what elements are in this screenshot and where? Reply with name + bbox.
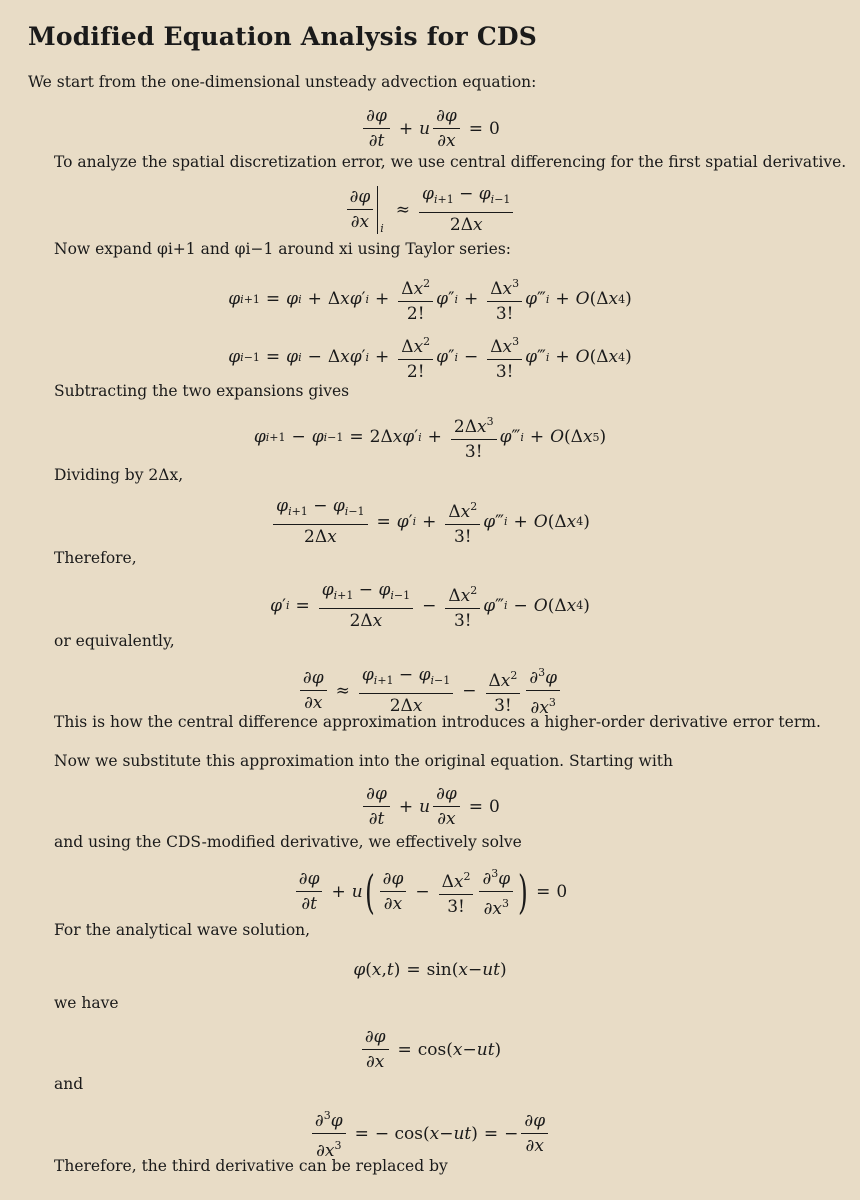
equation-divided: $\frac{\varphi_{i+1} - \varphi_{i-1}}{2\Delta x}$ = φ ′ i + $\frac{\Delta x^2}{3!}$ φ ‴ i + O (Δ x 4 ) xyxy=(0,496,860,547)
paragraph-cds-modified: and using the CDS-modified derivative, we effectively solve xyxy=(54,833,522,851)
equation-advection-repeat: $\frac{\partial\varphi}{\partial t}$ + u $\frac{\partial\varphi}{\partial x}$ = 0 xyxy=(0,784,860,829)
paragraph-therefore-1: Therefore, xyxy=(54,549,137,567)
equation-central-difference: $\frac{\partial\varphi}{\partial x}$ i ≈ $\frac{\varphi_{i+1} - \varphi_{i-1}}{2\Delta x}$ xyxy=(0,184,860,235)
paragraph-dividing: Dividing by 2Δx, xyxy=(54,466,184,484)
paragraph-intro: We start from the one-dimensional unsteady advection equation: xyxy=(28,73,537,91)
paragraph-error-term: This is how the central difference approximation introduces a higher-order derivative error term. xyxy=(54,713,821,731)
equation-advection: $\frac{\partial\varphi}{\partial t}$ + u $\frac{\partial\varphi}{\partial x}$ = 0 xyxy=(0,106,860,151)
paragraph-we-have: we have xyxy=(54,994,119,1012)
equation-difference: φ i+1 − φ i−1 = 2Δ xφ ′ i + $\frac{2\Delta x^3}{3!}$ φ ‴ i + O (Δ x 5 ) xyxy=(0,412,860,462)
equation-equivalent: $\frac{\partial\varphi}{\partial x}$ ≈ $\frac{\varphi_{i+1} - \varphi_{i-1}}{2\Delta x}$ − $\frac{\Delta x^2}{3!}$ $\frac{\partial^3\varphi}{\partial x^3}$ xyxy=(0,663,860,718)
equation-taylor-minus: φ i−1 = φ i − Δ xφ ′ i + $\frac{\Delta x^2}{2!}$ φ ″ i − $\frac{\Delta x^3}{3!}$ φ ‴ i + O (Δ x 4 ) xyxy=(0,332,860,382)
equation-first-derivative: $\frac{\partial\varphi}{\partial x}$ = cos( x − ut ) xyxy=(0,1027,860,1072)
paragraph-third-derivative-replaced: Therefore, the third derivative can be replaced by xyxy=(54,1157,448,1175)
paragraph-equivalently: or equivalently, xyxy=(54,632,175,650)
paragraph-substitute: Now we substitute this approximation into the original equation. Starting with xyxy=(54,752,673,770)
paragraph-taylor: Now expand φi+1 and φi−1 around xi using Taylor series: xyxy=(54,240,511,258)
equation-third-derivative: $\frac{\partial^3\varphi}{\partial x^3}$ = − cos( x − ut ) = − $\frac{\partial\varphi}{\partial x}$ xyxy=(0,1106,860,1161)
paragraph-subtracting: Subtracting the two expansions gives xyxy=(54,382,350,400)
equation-modified: $\frac{\partial\varphi}{\partial t}$ + u ( $\frac{\partial\varphi}{\partial x}$ − $\frac{\Delta x^2}{3!}$ $\frac{\partial^3\varphi}{\partial x^3}$ ) = 0 xyxy=(0,864,860,919)
equation-wave-solution: φ ( x , t ) = sin( x − ut ) xyxy=(353,960,507,980)
equation-taylor-plus: φ i+1 = φ i + Δ xφ ′ i + $\frac{\Delta x^2}{2!}$ φ ″ i + $\frac{\Delta x^3}{3!}$ φ ‴ i + O (Δ x 4 ) xyxy=(0,274,860,324)
paragraph-and: and xyxy=(54,1075,84,1093)
paragraph-wave-solution: For the analytical wave solution, xyxy=(54,921,311,939)
page-title: Modified Equation Analysis for CDS xyxy=(28,22,538,51)
paragraph-central-differencing: To analyze the spatial discretization error, we use central differencing for the first spatial derivative. xyxy=(54,153,847,171)
equation-phi-prime: φ ′ i = $\frac{\varphi_{i+1} - \varphi_{i-1}}{2\Delta x}$ − $\frac{\Delta x^2}{3!}$ φ ‴ i − O (Δ x 4 ) xyxy=(270,580,590,631)
